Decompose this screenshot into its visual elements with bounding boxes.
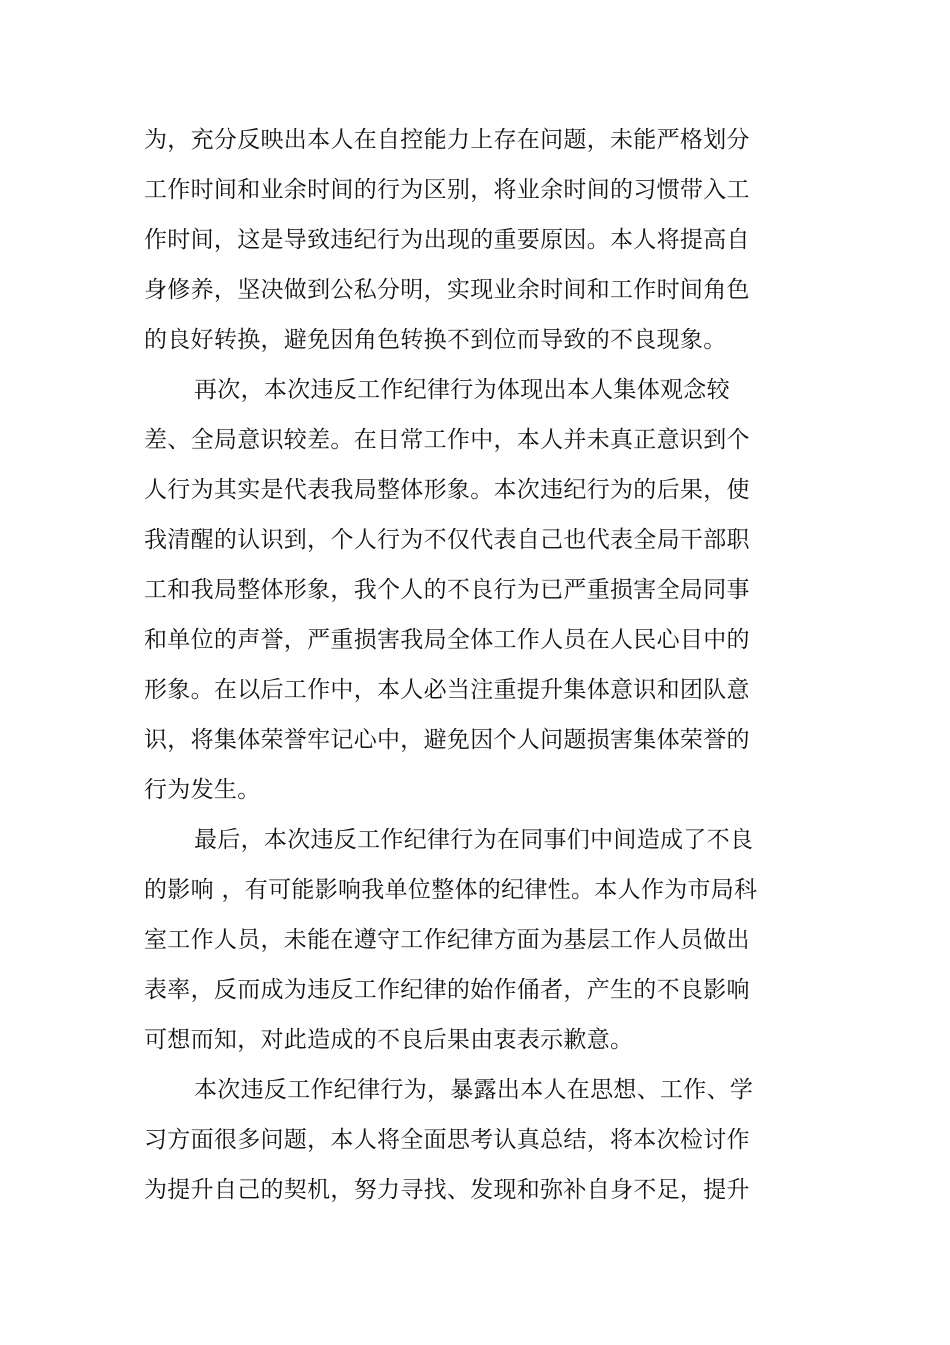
text-line: 我清醒的认识到，个人行为不仅代表自己也代表全局干部职: [144, 527, 750, 553]
text-line: 差、全局意识较差。在日常工作中，本人并未真正意识到个: [144, 427, 750, 453]
text-line: 可想而知，对此造成的不良后果由衷表示歉意。: [144, 1027, 634, 1053]
text-line: 为提升自己的契机，努力寻找、发现和弥补自身不足，提升: [144, 1177, 750, 1203]
text-line: 习方面很多问题，本人将全面思考认真总结，将本次检讨作: [144, 1127, 750, 1153]
text-line: 识，将集体荣誉牢记心中，避免因个人问题损害集体荣誉的: [144, 727, 750, 753]
text-line: 行为发生。: [144, 777, 261, 803]
text-line: 的影响 ，有可能影响我单位整体的纪律性。本人作为市局科: [144, 877, 758, 903]
text-line: 室工作人员，未能在遵守工作纪律方面为基层工作人员做出: [144, 927, 750, 953]
text-line: 工作时间和业余时间的行为区别，将业余时间的习惯带入工: [144, 177, 750, 203]
paragraph-start-line: 最后，本次违反工作纪律行为在同事们中间造成了不良: [194, 827, 754, 853]
text-line: 为，充分反映出本人在自控能力上存在问题，未能严格划分: [144, 127, 750, 153]
text-line: 形象。在以后工作中，本人必当注重提升集体意识和团队意: [144, 677, 750, 703]
text-line: 作时间，这是导致违纪行为出现的重要原因。本人将提高自: [144, 227, 750, 253]
paragraph-start-line: 再次，本次违反工作纪律行为体现出本人集体观念较: [194, 377, 730, 403]
paragraph-start-line: 本次违反工作纪律行为，暴露出本人在思想、工作、学: [194, 1077, 754, 1103]
text-line: 工和我局整体形象，我个人的不良行为已严重损害全局同事: [144, 577, 750, 603]
text-line: 的良好转换，避免因角色转换不到位而导致的不良现象。: [144, 327, 727, 353]
text-line: 人行为其实是代表我局整体形象。本次违纪行为的后果，使: [144, 477, 750, 503]
text-line: 和单位的声誉，严重损害我局全体工作人员在人民心目中的: [144, 627, 750, 653]
document-body: [144, 115, 758, 1215]
text-line: 身修养，坚决做到公私分明，实现业余时间和工作时间角色: [144, 277, 750, 303]
text-line: 表率，反而成为违反工作纪律的始作俑者，产生的不良影响: [144, 977, 750, 1003]
